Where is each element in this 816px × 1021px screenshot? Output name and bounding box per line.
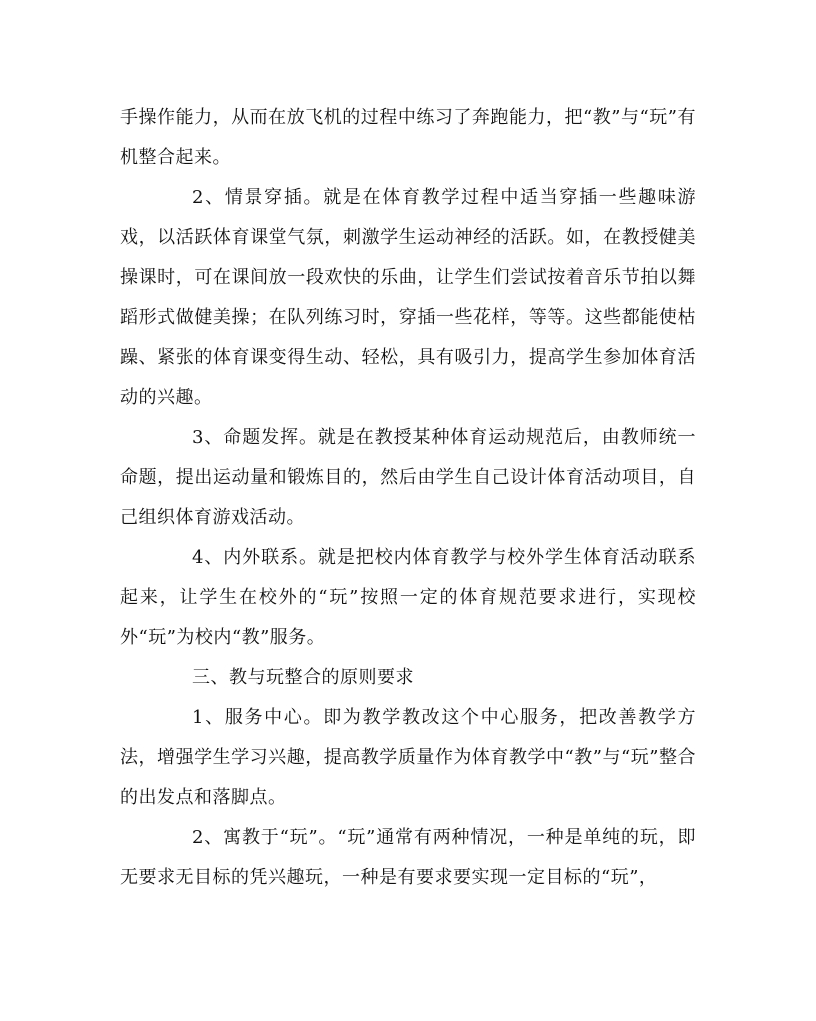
paragraph-continuation: 手操作能力，从而在放飞机的过程中练习了奔跑能力，把“教”与“玩”有机整合起来。 [120, 107, 696, 168]
document-body [120, 98, 696, 898]
section-heading-principles: 三、教与玩整合的原则要求 [192, 667, 414, 688]
paragraph-principle-1-serve-center: 1、服务中心。即为教学教改这个中心服务，把改善教学方法，增强学生学习兴趣，提高教学质量作为体育教学中“教”与“玩”整合的出发点和落脚点。 [120, 707, 696, 808]
paragraph-principle-2-teach-through-play: 2、寓教于“玩”。“玩”通常有两种情况，一种是单纯的玩，即无要求无目标的凭兴趣玩，一种是有要求要实现一定目标的“玩”， [120, 827, 696, 888]
paragraph-item-2-scenario-insertion: 2、情景穿插。就是在体育教学过程中适当穿插一些趣味游戏，以活跃体育课堂气氛，刺激学生运动神经的活跃。如，在教授健美操课时，可在课间放一段欢快的乐曲，让学生们尝试按着音乐节拍以舞蹈形式做健美操；在队列练习时，穿插一些花样，等等。这些都能使枯躁、紧张的体育课变得生动、轻松，具有吸引力，提高学生参加体育活动的兴趣。 [120, 187, 696, 408]
paragraph-item-4-inside-outside-link: 4、内外联系。就是把校内体育教学与校外学生体育活动联系起来，让学生在校外的“玩”按照一定的体育规范要求进行，实现校外“玩”为校内“教”服务。 [120, 547, 696, 648]
paragraph-item-3-topic-play: 3、命题发挥。就是在教授某种体育运动规范后，由教师统一命题，提出运动量和锻炼目的，然后由学生自己设计体育活动项目，自己组织体育游戏活动。 [120, 427, 696, 528]
